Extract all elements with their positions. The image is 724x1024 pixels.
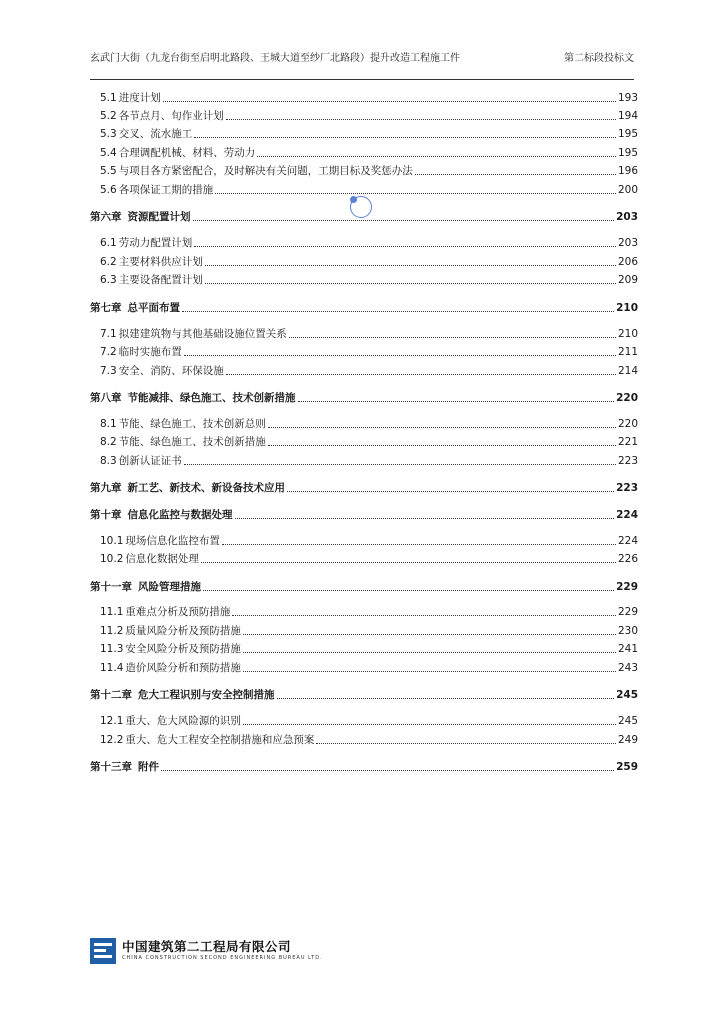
toc-section-entry[interactable]: [90, 234, 638, 250]
toc-dot-leader: [243, 651, 616, 653]
toc-entry-title: 节能、绿色施工、技术创新总则: [118, 418, 266, 430]
toc-entry-title: 主要设备配置计划: [118, 274, 203, 286]
toc-entry-number: 5.4: [100, 147, 117, 159]
toc-dot-leader: [201, 561, 616, 563]
toc-entry-number: 8.3: [100, 455, 117, 467]
toc-entry-title: 节能、绿色施工、技术创新措施: [118, 436, 266, 448]
toc-dot-leader: [161, 769, 614, 771]
toc-page-number: 203: [617, 237, 638, 249]
toc-entry-title: 进度计划: [118, 92, 161, 104]
toc-section-entry[interactable]: [90, 603, 638, 619]
toc-entry-title: 各节点月、旬作业计划: [118, 110, 224, 122]
toc-section-entry[interactable]: [90, 731, 638, 747]
toc-page-number: 220: [617, 418, 638, 430]
toc-page-number: 249: [617, 734, 638, 746]
toc-entry-title: 安全、消防、环保设施: [118, 365, 224, 377]
toc-entry-title: 拟建建筑物与其他基础设施位置关系: [118, 328, 287, 340]
toc-dot-leader: [222, 543, 616, 545]
toc-section-entry[interactable]: [90, 550, 638, 566]
toc-page-number: 209: [617, 274, 638, 286]
toc-page-number: 193: [617, 92, 638, 104]
toc-entry-number: 5.6: [100, 184, 117, 196]
toc-dot-leader: [277, 697, 615, 699]
toc-dot-leader: [243, 633, 616, 635]
toc-chapter-entry[interactable]: [90, 299, 638, 315]
toc-entry-title: 风险管理措施: [138, 581, 201, 593]
toc-page-number: 194: [617, 110, 638, 122]
toc-page-number: 195: [617, 128, 638, 140]
toc-page-number: 230: [617, 625, 638, 637]
toc-page-number: 243: [617, 662, 638, 674]
toc-dot-leader: [226, 118, 616, 120]
toc-dot-leader: [415, 173, 616, 175]
toc-entry-number: 第十章: [90, 509, 122, 521]
toc-section-entry[interactable]: [90, 107, 638, 123]
toc-page-number: 229: [617, 606, 638, 618]
toc-section-entry[interactable]: [90, 162, 638, 178]
toc-entry-number: 12.1: [100, 715, 124, 727]
toc-dot-leader: [243, 723, 616, 725]
toc-section-entry[interactable]: [90, 415, 638, 431]
toc-section-entry[interactable]: [90, 532, 638, 548]
toc-entry-number: 第九章: [90, 482, 122, 494]
toc-page-number: 224: [617, 535, 638, 547]
toc-entry-number: 6.3: [100, 274, 117, 286]
toc-page-number: 241: [617, 643, 638, 655]
toc-page-number: 196: [617, 165, 638, 177]
toc-entry-number: 7.1: [100, 328, 117, 340]
toc-chapter-entry[interactable]: [90, 389, 638, 405]
toc-entry-title: 交叉、流水施工: [118, 128, 193, 140]
toc-entry-title: 主要材料供应计划: [118, 256, 203, 268]
company-logo: [90, 938, 323, 964]
toc-dot-leader: [182, 310, 614, 312]
toc-dot-leader: [193, 219, 615, 221]
toc-entry-number: 11.3: [100, 643, 124, 655]
toc-entry-title: 危大工程识别与安全控制措施: [138, 689, 275, 701]
toc-section-entry[interactable]: [90, 712, 638, 728]
toc-dot-leader: [243, 670, 616, 672]
toc-dot-leader: [205, 282, 616, 284]
toc-entry-title: 重难点分析及预防措施: [125, 606, 231, 618]
toc-dot-leader: [226, 373, 616, 375]
toc-entry-number: 第十三章: [90, 761, 132, 773]
toc-entry-number: 6.2: [100, 256, 117, 268]
toc-entry-number: 5.3: [100, 128, 117, 140]
toc-entry-number: 第十一章: [90, 581, 132, 593]
cscec-logo-icon: [90, 938, 116, 964]
toc-dot-leader: [287, 490, 614, 492]
toc-dot-leader: [298, 400, 615, 402]
toc-dot-leader: [215, 192, 616, 194]
toc-page-number: 203: [616, 211, 638, 223]
toc-page-number: 200: [617, 184, 638, 196]
toc-page-number: 214: [617, 365, 638, 377]
toc-entry-number: 第七章: [90, 302, 122, 314]
toc-dot-leader: [194, 136, 616, 138]
toc-entry-title: 资源配置计划: [127, 211, 191, 223]
header-divider: [90, 79, 634, 80]
toc-dot-leader: [257, 155, 616, 157]
toc-entry-title: 信息化数据处理: [125, 553, 199, 565]
toc-entry-number: 6.1: [100, 237, 117, 249]
toc-page-number: 226: [617, 553, 638, 565]
toc-dot-leader: [163, 100, 616, 102]
toc-entry-title: 新工艺、新技术、新设备技术应用: [127, 482, 285, 494]
toc-entry-number: 5.2: [100, 110, 117, 122]
toc-section-entry[interactable]: [90, 622, 638, 638]
toc-page-number: 229: [616, 581, 638, 593]
toc-chapter-entry[interactable]: [90, 479, 638, 495]
toc-section-entry[interactable]: [90, 89, 638, 105]
toc-entry-number: 12.2: [100, 734, 124, 746]
header-title: 玄武门大街（九龙台街至启明北路段、王城大道至纱厂北路段）提升改造工程施工件: [90, 53, 460, 64]
toc-entry-number: 第十二章: [90, 689, 132, 701]
toc-page-number: 195: [617, 147, 638, 159]
toc-entry-title: 造价风险分析和预防措施: [125, 662, 241, 674]
toc-entry-title: 附件: [138, 761, 159, 773]
toc-section-entry[interactable]: [90, 271, 638, 287]
page-header: [90, 52, 634, 65]
company-name-cn: 中国建筑第二工程局有限公司: [122, 939, 292, 954]
toc-page-number: 259: [616, 761, 638, 773]
toc-page-number: 220: [616, 392, 638, 404]
toc-section-entry[interactable]: [90, 125, 638, 141]
toc-dot-leader: [316, 742, 616, 744]
toc-page-number: 206: [617, 256, 638, 268]
toc-entry-title: 信息化监控与数据处理: [127, 509, 233, 521]
toc-page-number: 245: [616, 689, 638, 701]
toc-dot-leader: [232, 614, 616, 616]
toc-entry-title: 安全风险分析及预防措施: [125, 643, 241, 655]
toc-entry-number: 10.1: [100, 535, 124, 547]
toc-entry-title: 各项保证工期的措施: [118, 184, 214, 196]
toc-page-number: 245: [617, 715, 638, 727]
toc-section-entry[interactable]: [90, 452, 638, 468]
toc-entry-number: 10.2: [100, 553, 124, 565]
toc-entry-number: 第六章: [90, 211, 122, 223]
toc-entry-title: 重大、危大工程安全控制措施和应急预案: [125, 734, 315, 746]
toc-section-entry[interactable]: [90, 362, 638, 378]
toc-entry-number: 第八章: [90, 392, 122, 404]
toc-entry-number: 11.4: [100, 662, 124, 674]
toc-page-number: 210: [617, 328, 638, 340]
toc-entry-title: 合理调配机械、材料、劳动力: [118, 147, 256, 159]
toc-page-number: 210: [616, 302, 638, 314]
toc-entry-title: 重大、危大风险源的识别: [125, 715, 241, 727]
toc-entry-number: 8.2: [100, 436, 117, 448]
toc-entry-title: 临时实施布置: [118, 346, 182, 358]
toc-section-entry[interactable]: [90, 343, 638, 359]
toc-section-entry[interactable]: [90, 640, 638, 656]
toc-entry-number: 5.5: [100, 165, 117, 177]
toc-page-number: 223: [616, 482, 638, 494]
toc-section-entry[interactable]: [90, 659, 638, 675]
toc-dot-leader: [289, 336, 616, 338]
toc-dot-leader: [184, 463, 616, 465]
toc-section-entry[interactable]: [90, 325, 638, 341]
toc-entry-title: 现场信息化监控布置: [125, 535, 220, 547]
toc-entry-number: 11.1: [100, 606, 124, 618]
toc-page-number: 223: [617, 455, 638, 467]
toc-chapter-entry[interactable]: [90, 578, 638, 594]
cursor-dot-icon: [350, 196, 357, 203]
toc-entry-title: 劳动力配置计划: [118, 237, 193, 249]
toc-section-entry[interactable]: [90, 253, 638, 269]
toc-chapter-entry[interactable]: [90, 686, 638, 702]
company-name: [122, 940, 323, 962]
toc-page-number: 221: [617, 436, 638, 448]
toc-entry-number: 11.2: [100, 625, 124, 637]
toc-entry-number: 5.1: [100, 92, 117, 104]
toc-section-entry[interactable]: [90, 144, 638, 160]
toc-page-number: 224: [616, 509, 638, 521]
toc-chapter-entry[interactable]: [90, 506, 638, 522]
company-name-en: CHINA CONSTRUCTION SECOND ENGINEERING BUREAU LTD.: [122, 955, 323, 961]
toc-page-number: 211: [617, 346, 638, 358]
toc-dot-leader: [205, 264, 616, 266]
toc-entry-title: 创新认证证书: [118, 455, 182, 467]
toc-section-entry[interactable]: [90, 181, 638, 197]
toc-entry-title: 与项目各方紧密配合，及时解决有关问题，工期目标及奖惩办法: [118, 165, 413, 177]
toc-entry-number: 7.3: [100, 365, 117, 377]
toc-entry-title: 总平面布置: [127, 302, 180, 314]
toc-entry-number: 7.2: [100, 346, 117, 358]
toc-entry-title: 质量风险分析及预防措施: [125, 625, 241, 637]
toc-dot-leader: [268, 444, 616, 446]
header-right-label: 第二标段投标文: [564, 53, 634, 64]
toc-dot-leader: [268, 426, 616, 428]
toc-dot-leader: [235, 517, 615, 519]
toc-entry-title: 节能减排、绿色施工、技术创新措施: [127, 392, 296, 404]
toc-chapter-entry[interactable]: [90, 758, 638, 774]
toc-entry-number: 8.1: [100, 418, 117, 430]
toc-dot-leader: [203, 589, 614, 591]
toc-dot-leader: [184, 354, 616, 356]
toc-dot-leader: [194, 245, 616, 247]
toc-section-entry[interactable]: [90, 433, 638, 449]
